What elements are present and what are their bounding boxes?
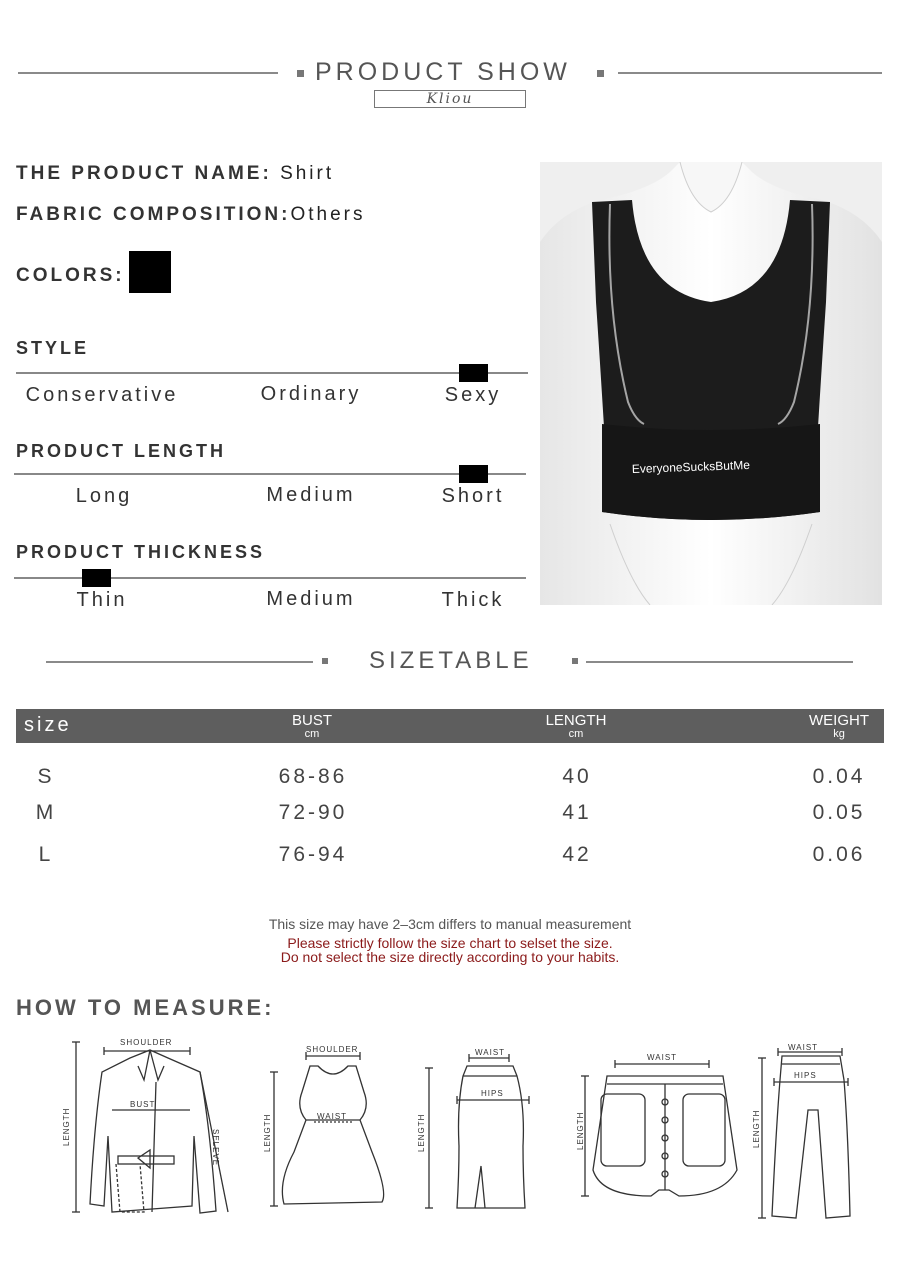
how-to-measure-title: HOW TO MEASURE: bbox=[16, 995, 275, 1020]
scale-option-medium: Medium bbox=[266, 484, 356, 506]
garment-print-text: EveryoneSucksButMe bbox=[631, 457, 751, 477]
fabric-value: Others bbox=[290, 204, 366, 225]
page-title: PRODUCT SHOW bbox=[315, 58, 571, 86]
cell-weight: 0.04 bbox=[812, 765, 866, 788]
col-length-unit: cm bbox=[568, 728, 584, 740]
cell-bust: 68-86 bbox=[278, 765, 348, 788]
label-selve: SELEVE bbox=[211, 1129, 220, 1167]
sizetable-rule-left bbox=[46, 661, 313, 663]
scale-option-medium-thickness: Medium bbox=[266, 588, 356, 610]
product-photo bbox=[540, 162, 882, 605]
col-length-header bbox=[546, 712, 607, 740]
label-length: LENGTH bbox=[752, 1109, 761, 1148]
label-hips: HIPS bbox=[794, 1071, 817, 1080]
label-waist: WAIST bbox=[788, 1043, 819, 1052]
sizetable-bullet-left bbox=[322, 658, 328, 664]
fabric-row bbox=[16, 204, 365, 226]
note-warning-2: Do not select the size directly according to your habits. bbox=[280, 949, 620, 965]
measure-dress-figure bbox=[260, 1042, 395, 1212]
cell-length: 42 bbox=[562, 843, 592, 866]
scale-line-length bbox=[14, 473, 526, 475]
col-bust-unit: cm bbox=[304, 728, 320, 740]
header-bullet-right bbox=[597, 70, 604, 77]
scale-option-conservative: Conservative bbox=[25, 384, 179, 406]
scale-option-ordinary: Ordinary bbox=[260, 383, 362, 405]
scale-option-sexy: Sexy bbox=[444, 384, 502, 406]
measure-shorts-figure bbox=[573, 1050, 748, 1202]
colors-row bbox=[16, 265, 125, 287]
scale-option-thick: Thick bbox=[441, 589, 505, 611]
label-length: LENGTH bbox=[62, 1107, 71, 1146]
sizetable-title: SIZETABLE bbox=[369, 647, 533, 674]
col-weight-unit: kg bbox=[833, 728, 845, 740]
scale-marker-length bbox=[459, 465, 488, 483]
scale-marker-style bbox=[459, 364, 488, 382]
brand-label: Kliou bbox=[374, 90, 526, 108]
cell-weight: 0.05 bbox=[812, 801, 866, 824]
scale-option-thin: Thin bbox=[76, 589, 128, 611]
header-rule-left bbox=[18, 72, 278, 74]
col-bust-title: BUST bbox=[291, 712, 333, 729]
col-length-title: LENGTH bbox=[545, 712, 607, 729]
header-rule-right bbox=[618, 72, 882, 74]
label-shoulder: SHOULDER bbox=[306, 1045, 359, 1054]
label-hips: HIPS bbox=[481, 1089, 504, 1098]
scale-marker-thickness bbox=[82, 569, 111, 587]
product-name-value: Shirt bbox=[280, 163, 335, 184]
label-length: LENGTH bbox=[263, 1113, 272, 1152]
scale-option-short: Short bbox=[441, 485, 505, 507]
cell-bust: 72-90 bbox=[278, 801, 348, 824]
scale-option-long: Long bbox=[75, 485, 133, 507]
col-weight-header bbox=[809, 712, 869, 740]
measure-jacket-figure bbox=[60, 1036, 240, 1218]
cell-bust: 76-94 bbox=[278, 843, 348, 866]
label-waist: WAIST bbox=[647, 1053, 678, 1062]
colors-label: COLORS: bbox=[16, 265, 125, 286]
cell-weight: 0.06 bbox=[812, 843, 866, 866]
fabric-label: FABRIC COMPOSITION: bbox=[16, 204, 291, 225]
cell-length: 41 bbox=[562, 801, 592, 824]
scale-title-style: STYLE bbox=[16, 338, 90, 358]
color-swatch-black[interactable] bbox=[129, 251, 171, 293]
col-size-header: size bbox=[24, 714, 72, 736]
scale-title-thickness: PRODUCT THICKNESS bbox=[16, 542, 266, 562]
note-warning-1: Please strictly follow the size chart to selset the size. bbox=[287, 935, 613, 951]
cell-length: 40 bbox=[562, 765, 592, 788]
col-weight-title: WEIGHT bbox=[809, 712, 869, 729]
label-length: LENGTH bbox=[576, 1111, 585, 1150]
col-bust-header bbox=[292, 712, 332, 740]
product-name-label: THE PRODUCT NAME: bbox=[16, 163, 272, 184]
label-shoulder: SHOULDER bbox=[120, 1038, 173, 1047]
sizetable-header-row bbox=[16, 709, 884, 743]
label-waist: WAIST bbox=[475, 1048, 506, 1057]
label-bust: BUST bbox=[130, 1100, 156, 1109]
measure-skirt-figure bbox=[413, 1046, 543, 1214]
product-name-row bbox=[16, 163, 334, 185]
header-bullet-left bbox=[297, 70, 304, 77]
measure-pants-figure bbox=[750, 1040, 860, 1224]
label-waist: WAIST bbox=[317, 1112, 348, 1121]
cell-size: S bbox=[37, 765, 55, 788]
cell-size: M bbox=[35, 801, 57, 824]
sizetable-bullet-right bbox=[572, 658, 578, 664]
scale-title-length: PRODUCT LENGTH bbox=[16, 441, 226, 461]
cell-size: L bbox=[38, 843, 54, 866]
scale-line-style bbox=[16, 372, 528, 374]
label-length: LENGTH bbox=[417, 1113, 426, 1152]
sizetable-rule-right bbox=[586, 661, 853, 663]
note-measurement: This size may have 2–3cm differs to manual measurement bbox=[268, 916, 632, 932]
